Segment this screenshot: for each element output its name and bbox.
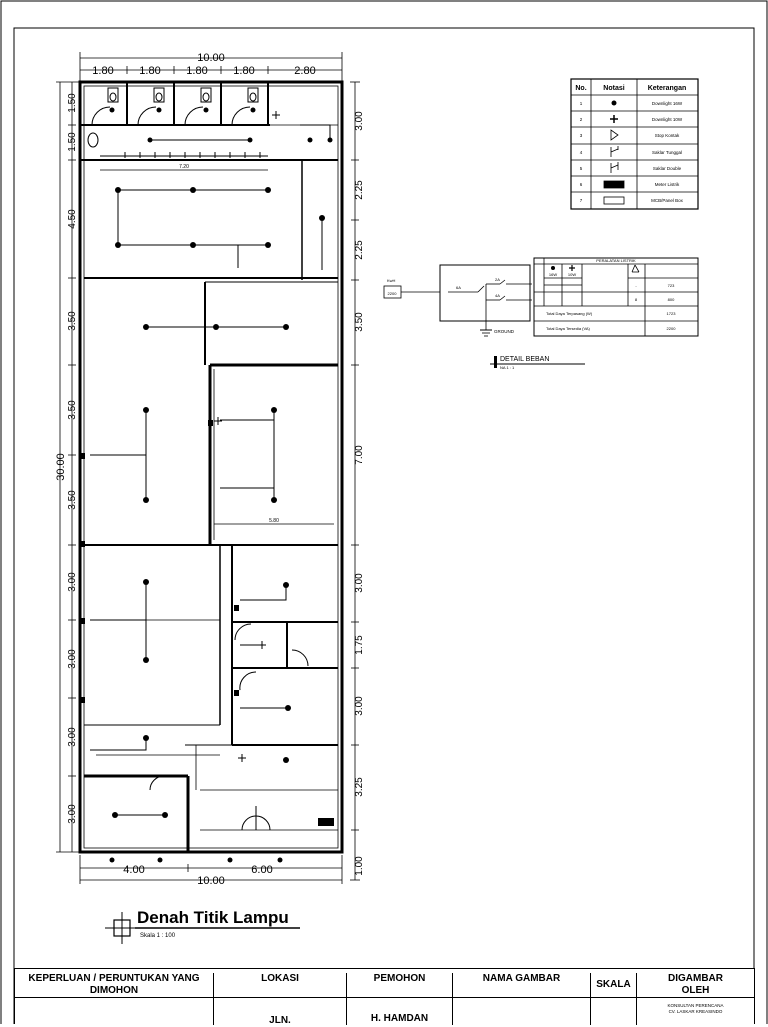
load-table-header: PERALATAN LISTRIK (596, 258, 636, 263)
tb-consultant-line1: KONSULTAN PERENCANA (667, 1003, 724, 1008)
legend-row-no: 5 (579, 166, 583, 171)
tb-lokasi-value: JLN. (269, 1015, 291, 1026)
dim-left-seg-9: 3.00 (67, 727, 78, 747)
dimension-labels (55, 52, 316, 887)
legend-row-no: 3 (579, 133, 583, 138)
load-row2-watt: 800 (667, 297, 675, 302)
legend-row-no: 4 (579, 150, 583, 155)
dim-right-seg-8: 3.00 (354, 696, 365, 716)
dim-left-seg-1: 1.50 (67, 93, 78, 113)
tb-keperluan-label: KEPERLUAN / PERUNTUKAN YANG DIMOHON (28, 973, 200, 996)
dim-inner-1: 7.20 (179, 164, 189, 170)
dim-inner-2: 5.80 (269, 518, 279, 524)
load-col-10w: 10W (567, 272, 577, 277)
dim-left-seg-5: 3.50 (67, 400, 78, 420)
tb-digambar-label: DIGAMBAR OLEH (668, 973, 723, 996)
legend-row-no: 1 (579, 101, 583, 106)
tb-col-pemohon (347, 973, 453, 1025)
legend-table (571, 79, 698, 209)
dim-left-seg-2: 1.50 (67, 132, 78, 152)
kwh-value: 2200 (387, 291, 397, 296)
load-row2-qty: 8 (634, 297, 638, 302)
dim-left-seg-3: 4.50 (67, 209, 78, 229)
dim-left-seg-6: 3.50 (67, 490, 78, 510)
dim-right-seg-5: 7.00 (354, 445, 365, 465)
breaker-main: 6A (456, 285, 461, 290)
dim-top-total: 10.00 (197, 52, 225, 64)
load-row1-watt: 723 (667, 283, 675, 288)
load-col-16w: 16W (548, 272, 558, 277)
dim-right-seg-3: 2.25 (354, 240, 365, 260)
ground-label: GROUND (494, 329, 514, 334)
left-dimension-labels (67, 93, 78, 824)
legend-row-desc: Downlight 16W (651, 101, 683, 106)
total-installed-label: Total Daya Terpasang (W) (546, 311, 593, 316)
right-dimension-labels (354, 111, 365, 876)
tb-col-nama-gambar (453, 973, 591, 1025)
total-available-value: 2200 (666, 326, 676, 331)
legend-rows (580, 101, 684, 203)
tb-col-lokasi (214, 973, 347, 1025)
plan-scale: Skala 1 : 100 (140, 933, 176, 939)
dim-right-seg-9: 3.25 (354, 777, 365, 797)
dim-bottom-total: 10.00 (197, 875, 225, 887)
dimension-lines (56, 52, 360, 884)
total-available-label: Total Daya Tersedia (VA) (546, 326, 590, 331)
legend-row-no: 2 (579, 117, 583, 122)
load-row1-qty: - (635, 283, 637, 288)
breaker-1: 2A (495, 277, 500, 282)
dim-left-seg-10: 3.00 (67, 804, 78, 824)
tb-consultant-line2: CV. LASKAR KREASINDO (668, 1009, 723, 1014)
dim-left-seg-8: 3.00 (67, 649, 78, 669)
dim-right-seg-4: 3.50 (354, 312, 365, 332)
dim-right-seg-6: 3.00 (354, 573, 365, 593)
kwh-label: KwH (387, 278, 396, 283)
dim-top-seg-1: 1.80 (92, 65, 114, 77)
dim-left-seg-7: 3.00 (67, 572, 78, 592)
dim-top-seg-5: 2.80 (294, 65, 316, 77)
legend-row-no: 6 (579, 182, 583, 187)
plan-title: Denah Titik Lampu (137, 908, 289, 927)
total-installed-value: 1723 (666, 311, 676, 316)
legend-header-no: No. (575, 85, 587, 92)
tb-nama-gambar-label: NAMA GAMBAR (482, 973, 561, 984)
dim-bottom-seg-2: 6.00 (251, 864, 273, 876)
legend-row-desc: Stop Kontak (654, 133, 680, 138)
tb-skala-label: SKALA (596, 979, 631, 990)
legend-row-desc: Downlight 10W (651, 117, 683, 122)
legend-row-desc: MCB/Panel Box (651, 198, 683, 203)
legend-row-no: 7 (579, 198, 583, 203)
dim-bottom-seg-1: 4.00 (123, 864, 145, 876)
dim-left-total: 30.00 (55, 453, 67, 481)
legend-header-keterangan: Keterangan (647, 85, 687, 92)
title-block (14, 968, 755, 1024)
legend-header-notasi: Notasi (603, 85, 625, 92)
dim-right-seg-7: 1.75 (354, 635, 365, 655)
legend-row-desc: Saklar Tunggal (651, 150, 683, 155)
legend-row-desc: Saklar Double (652, 166, 682, 171)
plan-title-block (105, 908, 300, 944)
load-detail-diagram (384, 258, 698, 368)
tb-col-skala (591, 973, 637, 1025)
dim-right-seg-1: 3.00 (354, 111, 365, 131)
tb-pemohon-label: PEMOHON (373, 973, 426, 984)
dim-top-seg-3: 1.80 (186, 65, 208, 77)
tb-col-keperluan (15, 973, 214, 1025)
tb-col-digambar (637, 973, 754, 1025)
dim-top-seg-4: 1.80 (233, 65, 255, 77)
detail-scale: NA 1 : 1 (500, 365, 515, 370)
tb-lokasi-label: LOKASI (261, 973, 299, 984)
dim-right-seg-2: 2.25 (354, 180, 365, 200)
tb-pemohon-value: H. HAMDAN (370, 1013, 429, 1024)
detail-title: DETAIL BEBAN (500, 356, 550, 363)
dim-top-seg-2: 1.80 (139, 65, 161, 77)
breaker-2: 4A (495, 293, 500, 298)
dim-right-seg-10: 1.00 (354, 856, 365, 876)
legend-row-desc: Meter Listrik (654, 182, 680, 187)
dim-left-seg-4: 3.50 (67, 311, 78, 331)
floor-plan (80, 82, 342, 863)
